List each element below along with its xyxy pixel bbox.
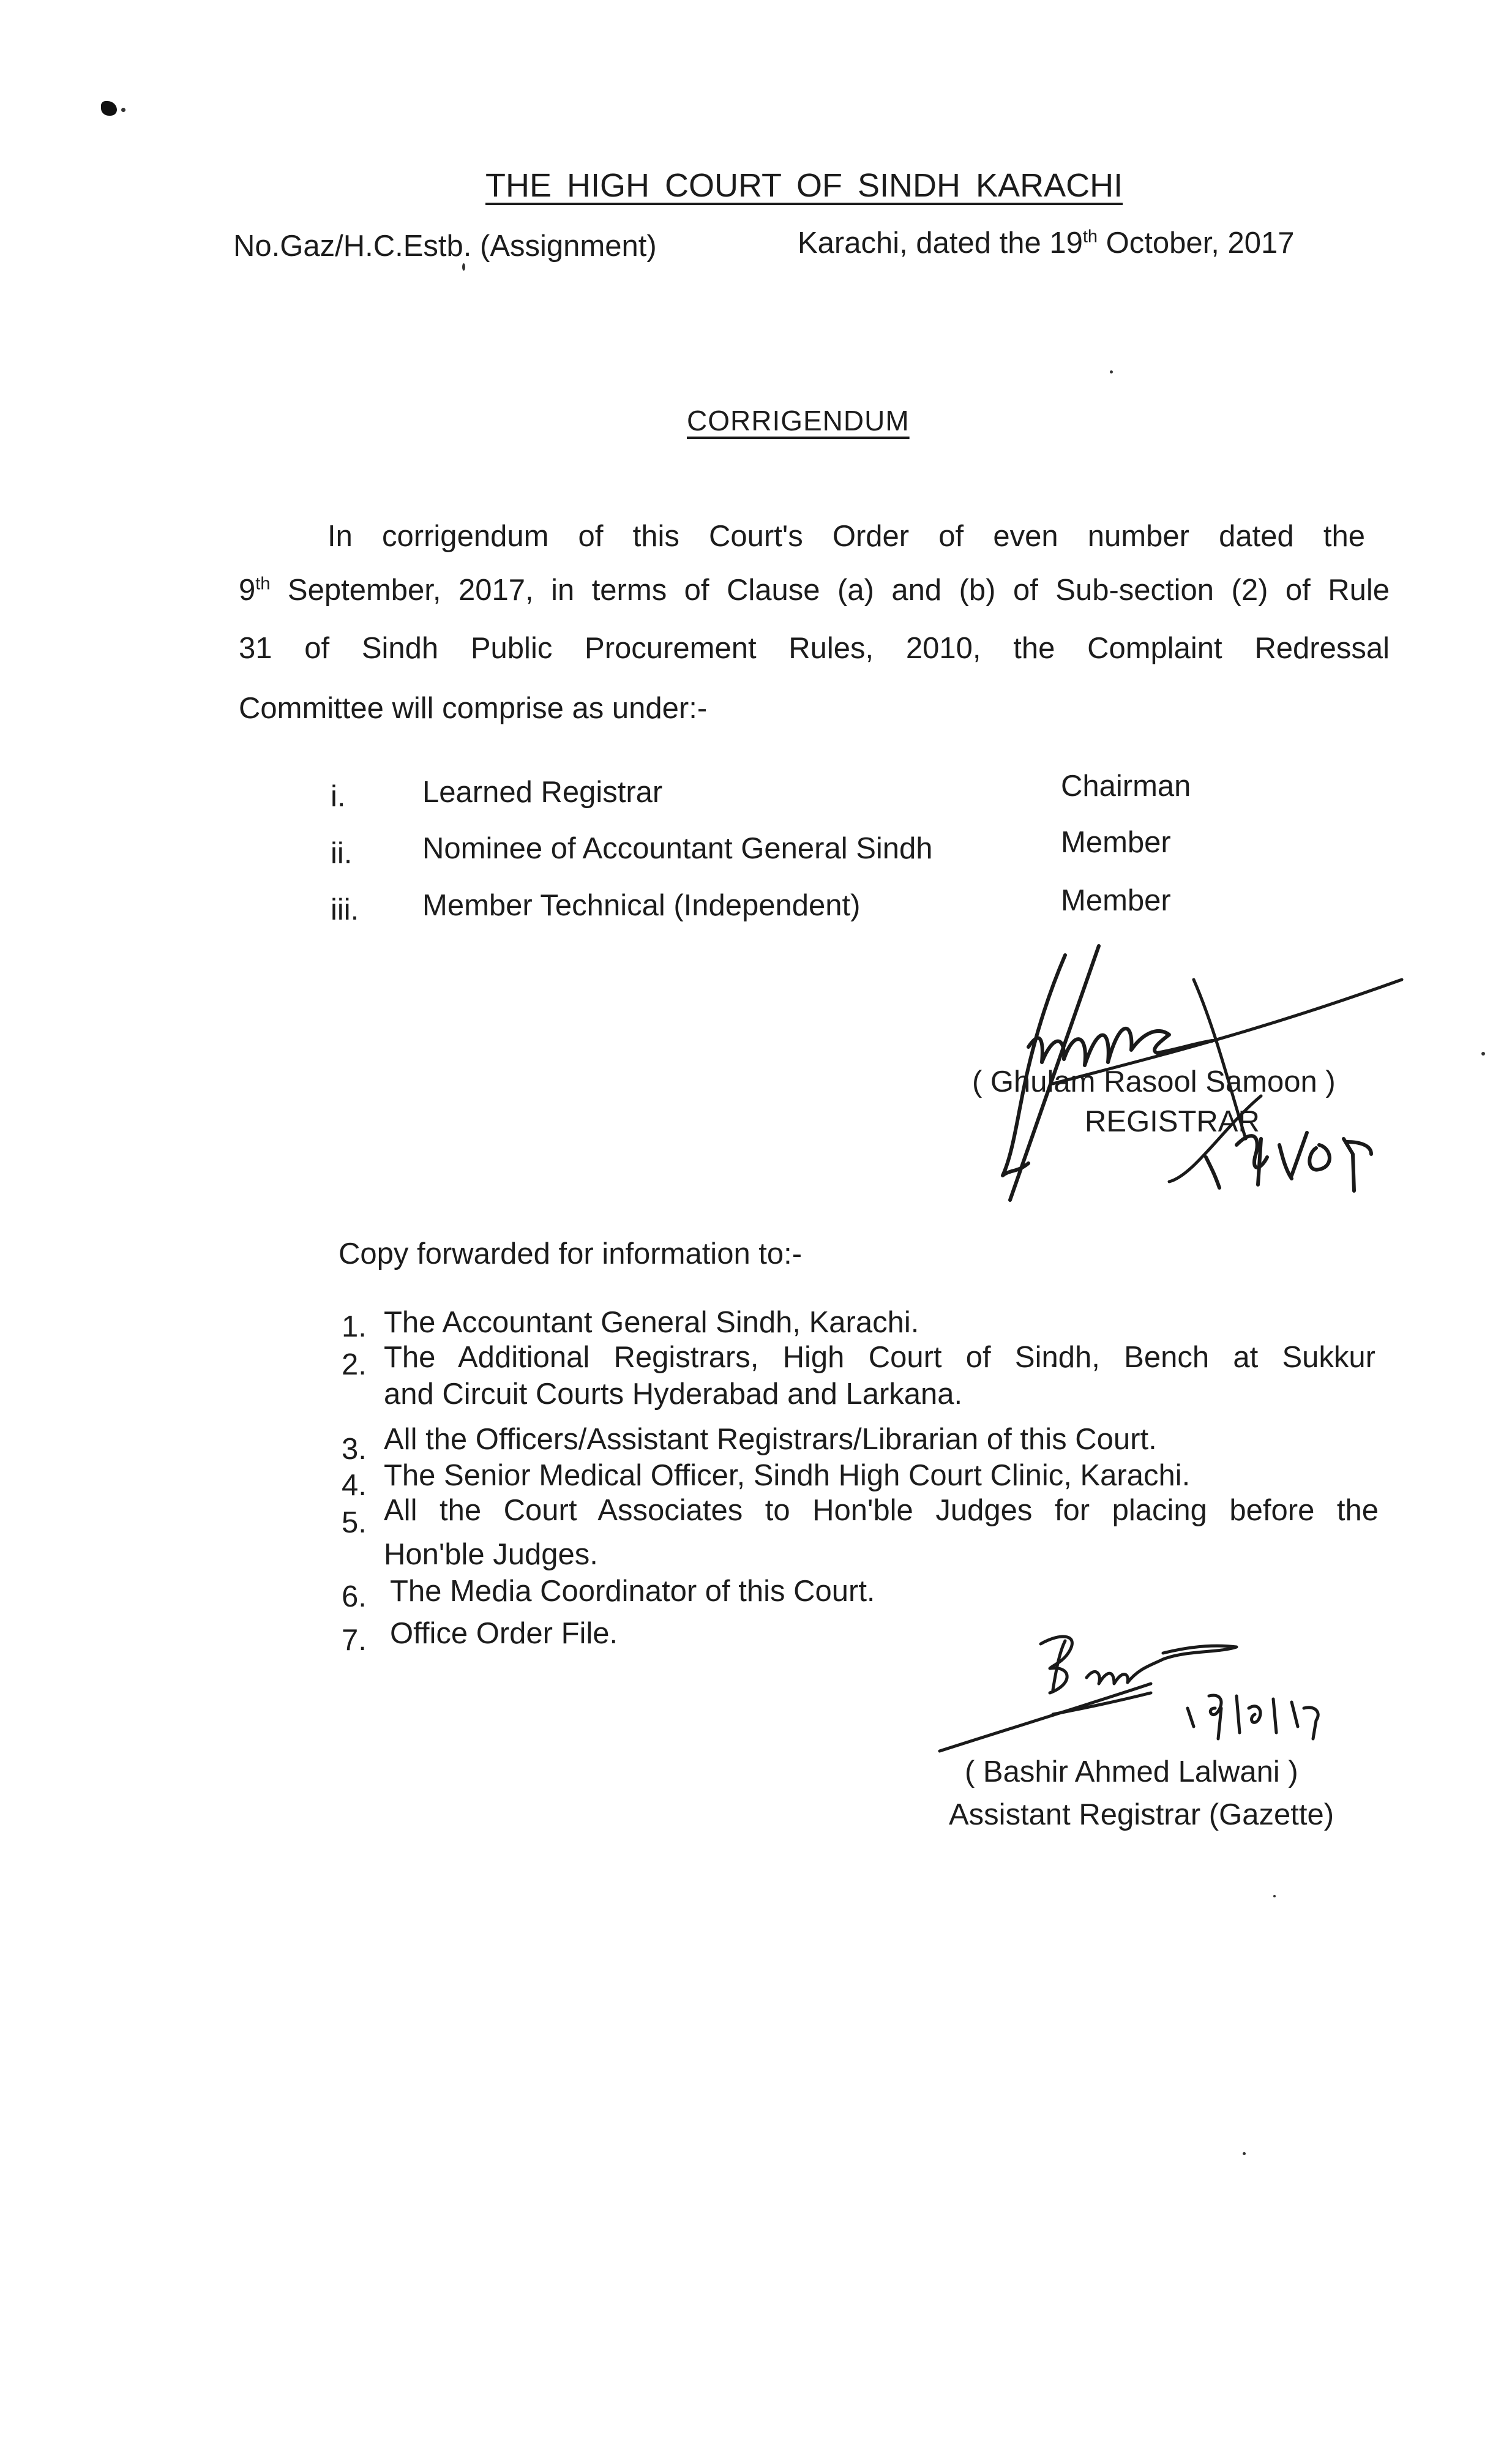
committee-num: i. [331, 780, 346, 813]
body-line-4: Committee will comprise as under:- [239, 692, 708, 725]
copy-heading: Copy forwarded for information to:- [339, 1237, 803, 1270]
assistant-registrar-title: Assistant Registrar (Gazette) [949, 1798, 1334, 1831]
committee-role: Member [1061, 884, 1171, 917]
copy-line: The Senior Medical Officer, Sindh High Court Clinic, Karachi. [384, 1459, 1191, 1492]
committee-num: iii. [331, 893, 359, 926]
registrar-signature [973, 943, 1414, 1237]
copy-line: Hon'ble Judges. [384, 1538, 598, 1571]
copy-num: 2. [342, 1348, 367, 1381]
copy-line: All the Officers/Assistant Registrars/Librarian of this Court. [384, 1423, 1157, 1456]
body-line-3: 31 of Sindh Public Procurement Rules, 2010, the Complaint Redressal [239, 632, 1390, 665]
issue-date-rest: October, 2017 [1098, 227, 1295, 260]
copy-num: 7. [342, 1624, 367, 1657]
court-title: THE HIGH COURT OF SINDH KARACHI [485, 167, 1123, 204]
scan-speck [121, 108, 125, 112]
copy-line: All the Court Associates to Hon'ble Judges for placing before the [384, 1494, 1379, 1527]
body-line-2-day: 9 [239, 574, 256, 607]
body-line-2 [239, 576, 1390, 606]
registrar-title: REGISTRAR [1085, 1105, 1260, 1138]
issue-date-prefix: Karachi, dated the 19 [798, 227, 1083, 260]
copy-num: 1. [342, 1310, 367, 1343]
scan-speck [1110, 370, 1113, 373]
committee-member: Nominee of Accountant General Sindh [422, 832, 933, 865]
scan-speck [1273, 1895, 1276, 1897]
copy-num: 6. [342, 1580, 367, 1613]
body-line-2-rest: September, 2017, in terms of Clause (a) and (b) of Sub-section (2) of Rule [270, 574, 1390, 607]
body-line-1: In corrigendum of this Court's Order of even number dated the [327, 520, 1365, 553]
copy-num: 4. [342, 1469, 367, 1502]
assistant-registrar-name: ( Bashir Ahmed Lalwani ) [965, 1755, 1298, 1788]
copy-line: The Additional Registrars, High Court of Sindh, Bench at Sukkur [384, 1341, 1375, 1374]
committee-num: ii. [331, 837, 353, 870]
copy-line: The Media Coordinator of this Court. [390, 1575, 875, 1608]
copy-line: and Circuit Courts Hyderabad and Larkana. [384, 1378, 963, 1411]
committee-member: Member Technical (Independent) [422, 889, 861, 922]
copy-line: The Accountant General Sindh, Karachi. [384, 1306, 919, 1339]
registrar-name: ( Ghulam Rasool Samoon ) [972, 1065, 1336, 1098]
scan-speck [101, 101, 117, 116]
copy-num: 5. [342, 1506, 367, 1539]
committee-role: Chairman [1061, 770, 1191, 803]
corrigendum-heading: CORRIGENDUM [687, 405, 910, 437]
copy-line: Office Order File. [390, 1617, 618, 1650]
copy-num: 3. [342, 1433, 367, 1466]
scan-speck [1243, 2152, 1246, 2155]
scan-speck [462, 263, 465, 271]
issue-date-suffix-sup: th [1082, 227, 1098, 247]
committee-role: Member [1061, 826, 1171, 859]
issue-date [798, 228, 1294, 258]
reference-number: No.Gaz/H.C.Estb. (Assignment) [233, 230, 657, 263]
committee-member: Learned Registrar [422, 776, 663, 809]
scan-speck [1481, 1052, 1485, 1056]
body-line-2-sup: th [255, 574, 271, 594]
